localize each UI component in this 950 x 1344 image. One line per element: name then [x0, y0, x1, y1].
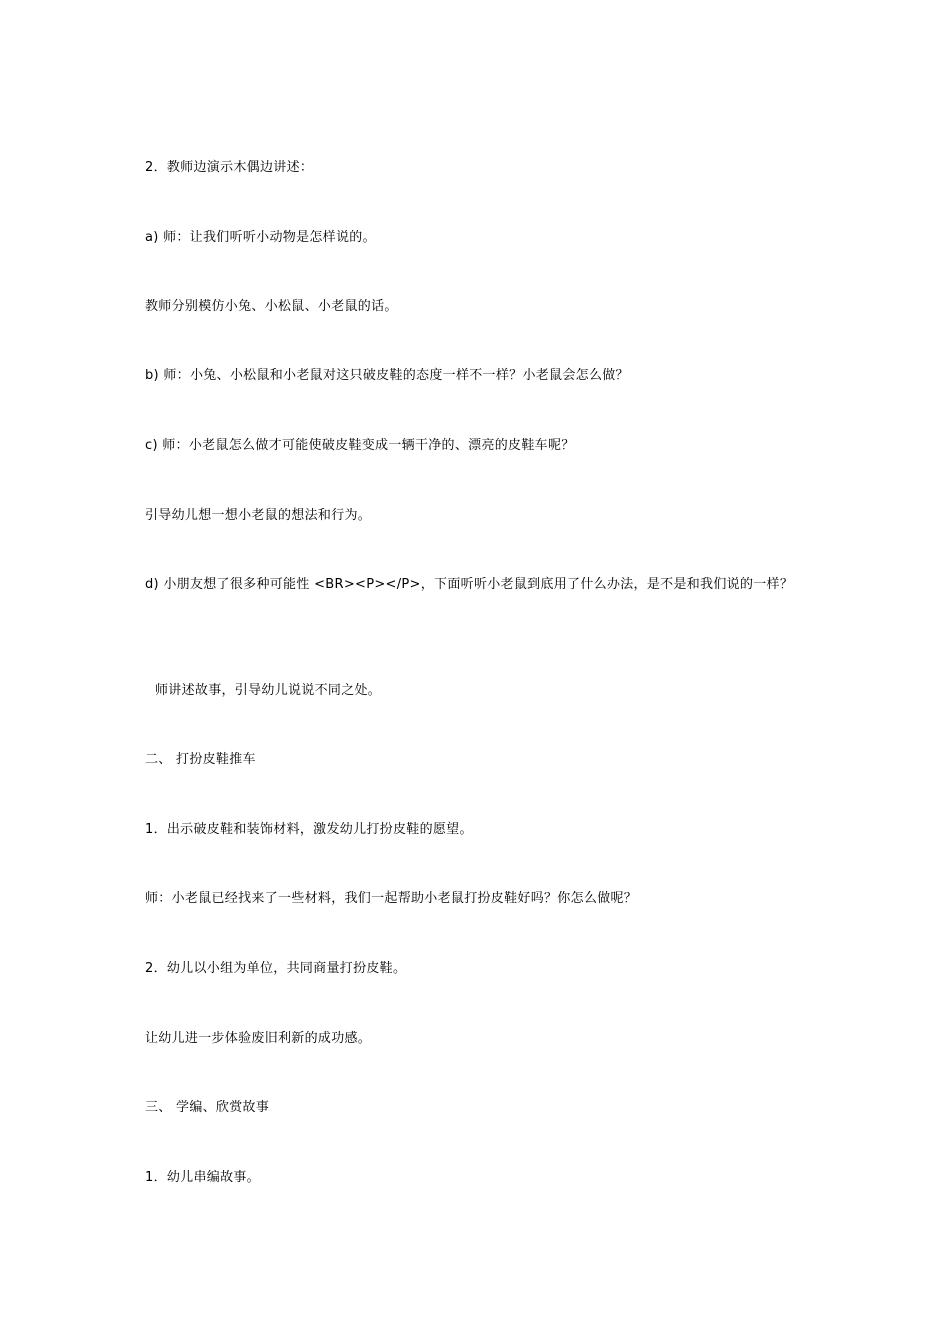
paragraph-experience: 让幼儿进一步体验废旧利新的成功感。 — [145, 1031, 372, 1046]
paragraph-c: c) 师：小老鼠怎么做才可能使破皮鞋变成一辆干净的、漂亮的皮鞋车呢？ — [145, 438, 575, 453]
paragraph-step-1b: 1．幼儿串编故事。 — [145, 1170, 260, 1185]
section-heading-2: 二、 打扮皮鞋推车 — [145, 752, 256, 767]
paragraph-step-1: 1．出示破皮鞋和装饰材料，激发幼儿打扮皮鞋的愿望。 — [145, 822, 473, 837]
paragraph-step-2: 2．教师边演示木偶边讲述： — [145, 160, 314, 175]
paragraph-guide: 引导幼儿想一想小老鼠的想法和行为。 — [145, 508, 372, 523]
section-heading-3: 三、 学编、欣赏故事 — [145, 1100, 270, 1115]
paragraph-teacher-question: 师：小老鼠已经找来了一些材料，我们一起帮助小老鼠打扮皮鞋好吗？你怎么做呢？ — [145, 891, 638, 906]
paragraph-imitate: 教师分别模仿小兔、小松鼠、小老鼠的话。 — [145, 299, 398, 314]
paragraph-d: d) 小朋友想了很多种可能性 <BR><P></P>，下面听听小老鼠到底用了什么办法，是不是和我们说的一样？ — [145, 577, 794, 592]
paragraph-a: a) 师：让我们听听小动物是怎样说的。 — [145, 230, 376, 245]
paragraph-tell-story: 师讲述故事，引导幼儿说说不同之处。 — [155, 683, 382, 698]
paragraph-step-2b: 2．幼儿以小组为单位，共同商量打扮皮鞋。 — [145, 961, 407, 976]
paragraph-b: b) 师：小兔、小松鼠和小老鼠对这只破皮鞋的态度一样不一样？小老鼠会怎么做？ — [145, 368, 629, 383]
